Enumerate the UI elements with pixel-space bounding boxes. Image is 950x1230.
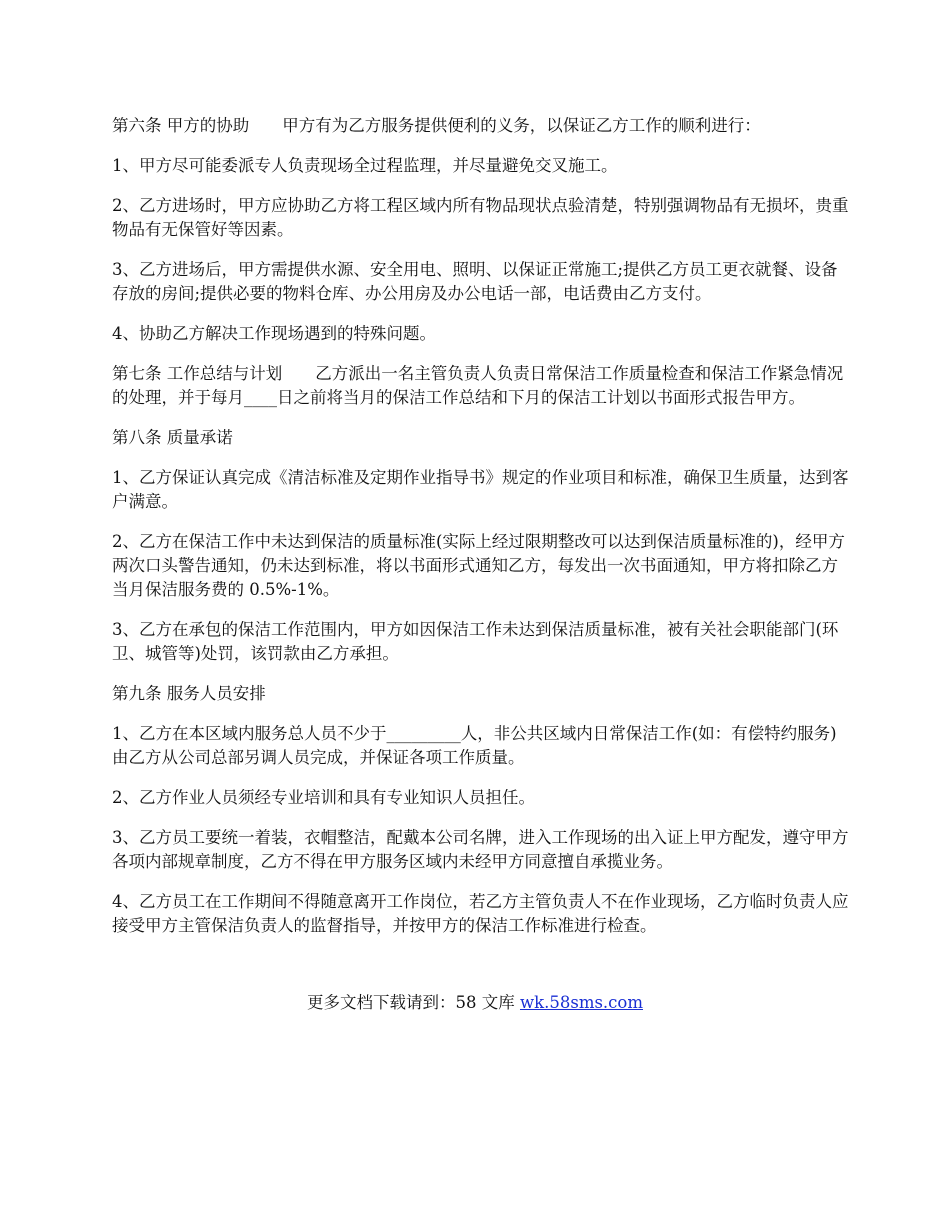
article-8-item-1: 1、乙方保证认真完成《清洁标准及定期作业指导书》规定的作业项目和标准，确保卫生质量，达到客户满意。 bbox=[112, 468, 849, 511]
article-9-item-2: 2、乙方作业人员须经专业培训和具有专业知识人员担任。 bbox=[112, 788, 535, 807]
article-9-item-4: 4、乙方员工在工作期间不得随意离开工作岗位，若乙方主管负责人不在作业现场，乙方临时负责人应接受甲方主管保洁负责人的监督指导，并按甲方的保洁工作标准进行检查。 bbox=[112, 892, 849, 935]
article-8-heading: 第八条 质量承诺 bbox=[112, 428, 233, 447]
footer-text: 更多文档下载请到：58 文库 bbox=[306, 993, 520, 1012]
article-8-item-2: 2、乙方在保洁工作中未达到保洁的质量标准(实际上经过限期整改可以达到保洁质量标准的)，经甲方两次口头警告通知，仍未达到标准，将以书面形式通知乙方，每发出一次书面通知，甲方将扣除乙方当月保洁服务费的 0.5%-1%。 bbox=[112, 532, 845, 599]
article-6-item-3: 3、乙方进场后，甲方需提供水源、安全用电、照明、以保证正常施工;提供乙方员工更衣就餐、设备存放的房间;提供必要的物料仓库、办公用房及办公电话一部，电话费由乙方支付。 bbox=[112, 260, 838, 303]
article-9-item-1: 1、乙方在本区域内服务总人员不少于_________人，非公共区域内日常保洁工作(如：有偿特约服务)由乙方从公司总部另调人员完成，并保证各项工作质量。 bbox=[112, 724, 837, 767]
article-6-item-1: 1、甲方尽可能委派专人负责现场全过程监理，并尽量避免交叉施工。 bbox=[112, 156, 618, 175]
document-body bbox=[112, 114, 852, 954]
article-9-item-3: 3、乙方员工要统一着装，衣帽整洁，配戴本公司名牌，进入工作现场的出入证上甲方配发，遵守甲方各项内部规章制度，乙方不得在甲方服务区域内未经甲方同意擅自承揽业务。 bbox=[112, 828, 849, 871]
article-6-heading: 第六条 甲方的协助 甲方有为乙方服务提供便利的义务，以保证乙方工作的顺利进行： bbox=[112, 116, 761, 135]
article-7-heading: 第七条 工作总结与计划 乙方派出一名主管负责人负责日常保洁工作质量检查和保洁工作紧急情况的处理，并于每月____日之前将当月的保洁工作总结和下月的保洁工计划以书面形式报告甲方。 bbox=[112, 364, 844, 407]
article-9-heading: 第九条 服务人员安排 bbox=[112, 684, 266, 703]
article-6-item-2: 2、乙方进场时，甲方应协助乙方将工程区域内所有物品现状点验清楚，特别强调物品有无损坏，贵重物品有无保管好等因素。 bbox=[112, 196, 849, 239]
article-8-item-3: 3、乙方在承包的保洁工作范围内，甲方如因保洁工作未达到保洁质量标准，被有关社会职能部门(环卫、城管等)处罚，该罚款由乙方承担。 bbox=[112, 620, 839, 663]
article-6-item-4: 4、协助乙方解决工作现场遇到的特殊问题。 bbox=[112, 324, 436, 343]
footer bbox=[0, 991, 950, 1015]
footer-link[interactable]: wk.58sms.com bbox=[519, 993, 643, 1012]
